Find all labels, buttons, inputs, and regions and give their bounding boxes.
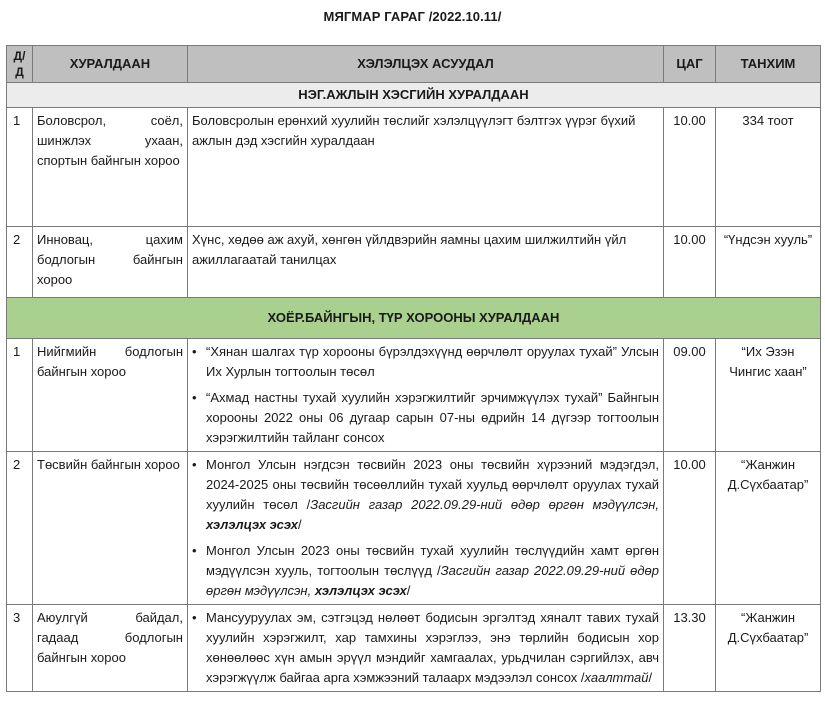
row-number: 2 xyxy=(7,452,33,605)
schedule-table xyxy=(6,45,821,692)
committee-name: Инновац, цахим бодлогын байнгын хороо xyxy=(33,227,188,298)
bullet-text: “Хянан шалгах түр хорооны бүрэлдэхүүнд өөрчлөлт оруулах тухай” Улсын Их Хурлын тогтоолын төсөл xyxy=(206,344,659,379)
bullet-text: “Ахмад настны тухай хуулийн хэрэгжилтийг эрчимжүүлэх тухай” Байнгын хорооны 2022 оны 06 дугаар сарын 07-ны өдрийн 14 дүгээр тогтоолын хэрэгжилтийн тайланг сонсох xyxy=(206,390,659,445)
meeting-time: 10.00 xyxy=(664,108,716,227)
bullet-icon: • xyxy=(192,390,197,405)
committee-name: Төсвийн байнгын хороо xyxy=(33,452,188,605)
agenda-bullet xyxy=(192,342,659,382)
header-time: ЦАГ xyxy=(664,46,716,83)
row-number: 3 xyxy=(7,605,33,692)
section-title: ХОЁР.БАЙНГЫН, ТҮР ХОРООНЫ ХУРАЛДААН xyxy=(7,298,821,339)
table-row xyxy=(7,108,821,227)
bullet-icon: • xyxy=(192,344,197,359)
committee-name: Нийгмийн бодлогын байнгын хороо xyxy=(33,339,188,452)
agenda-issue: Хүнс, хөдөө аж ахуй, хөнгөн үйлдвэрийн яамны цахим шилжилтийн үйл ажиллагаатай танилцах xyxy=(188,227,664,298)
section-heading-committees xyxy=(7,298,821,339)
bullet-text: Мансууруулах эм, сэтгэцэд нөлөөт бодисын эргэлтэд хяналт тавих тухай хуулийн хэрэгжилт, хар тамхины хэрэглээ, энэ төрлийн бодисын хор хөнөөлөөс хүн амын эрүүл мэндийг хамгаалах, урьдчилан сэргийлэх, авч хэрэгжүүлж байгаа арга хэмжээний талаарх мэдээлэл сонсох /хаалттай/ xyxy=(206,610,659,685)
agenda-bullet xyxy=(192,388,659,448)
agenda-issue: Боловсролын ерөнхий хуулийн төслийг хэлэлцүүлэгт бэлтгэх үүрэг бүхий ажлын дэд хэсгийн хуралдаан xyxy=(188,108,664,227)
page-title: МЯГМАР ГАРАГ /2022.10.11/ xyxy=(323,9,502,24)
row-number: 1 xyxy=(7,339,33,452)
header-num: Д/Д xyxy=(7,46,33,83)
bullet-text: Монгол Улсын нэгдсэн төсвийн 2023 оны төсвийн хүрээний мэдэгдэл, 2024-2025 оны төсвийн төсөөллийн тухай хуульд өөрчлөлт оруулах тухай хуулийн төсөл /Засгийн газар 2022.09.29-ний өдөр өргөн мэдүүлсэн, хэлэлцэх эсэх/ xyxy=(206,457,659,532)
table-row xyxy=(7,605,821,692)
meeting-time: 10.00 xyxy=(664,227,716,298)
row-number: 2 xyxy=(7,227,33,298)
bullet-icon: • xyxy=(192,457,197,472)
bullet-icon: • xyxy=(192,543,197,558)
meeting-room: “Жанжин Д.Сүхбаатар” xyxy=(716,605,821,692)
table-header-row xyxy=(7,46,821,83)
agenda-bullet xyxy=(192,608,659,688)
meeting-time: 09.00 xyxy=(664,339,716,452)
header-room: ТАНХИМ xyxy=(716,46,821,83)
agenda-issue xyxy=(188,452,664,605)
meeting-room: 334 тоот xyxy=(716,108,821,227)
header-meeting: ХУРАЛДААН xyxy=(33,46,188,83)
agenda-bullet xyxy=(192,455,659,535)
agenda-issue xyxy=(188,339,664,452)
committee-name: Аюулгүй байдал, гадаад бодлогын байнгын хороо xyxy=(33,605,188,692)
table-row xyxy=(7,452,821,605)
agenda-bullet xyxy=(192,541,659,601)
row-number: 1 xyxy=(7,108,33,227)
table-row xyxy=(7,227,821,298)
committee-name: Боловсрол, соёл, шинжлэх ухаан, спортын байнгын хороо xyxy=(33,108,188,227)
bullet-icon: • xyxy=(192,610,197,625)
section-heading-working-groups xyxy=(7,83,821,108)
meeting-time: 10.00 xyxy=(664,452,716,605)
meeting-room: “Жанжин Д.Сүхбаатар” xyxy=(716,452,821,605)
meeting-time: 13.30 xyxy=(664,605,716,692)
meeting-room: “Их Эзэн Чингис хаан” xyxy=(716,339,821,452)
meeting-room: “Үндсэн хууль” xyxy=(716,227,821,298)
table-row xyxy=(7,339,821,452)
agenda-issue xyxy=(188,605,664,692)
section-title: НЭГ.АЖЛЫН ХЭСГИЙН ХУРАЛДААН xyxy=(7,83,821,108)
bullet-text: Монгол Улсын 2023 оны төсвийн тухай хуулийн төслүүдийн хамт өргөн мэдүүлсэн хууль, тогтоолын төслүүд /Засгийн газар 2022.09.29-ний өдөр өргөн мэдүүлсэн, хэлэлцэх эсэх/ xyxy=(206,543,659,598)
header-issue: ХЭЛЭЛЦЭХ АСУУДАЛ xyxy=(188,46,664,83)
